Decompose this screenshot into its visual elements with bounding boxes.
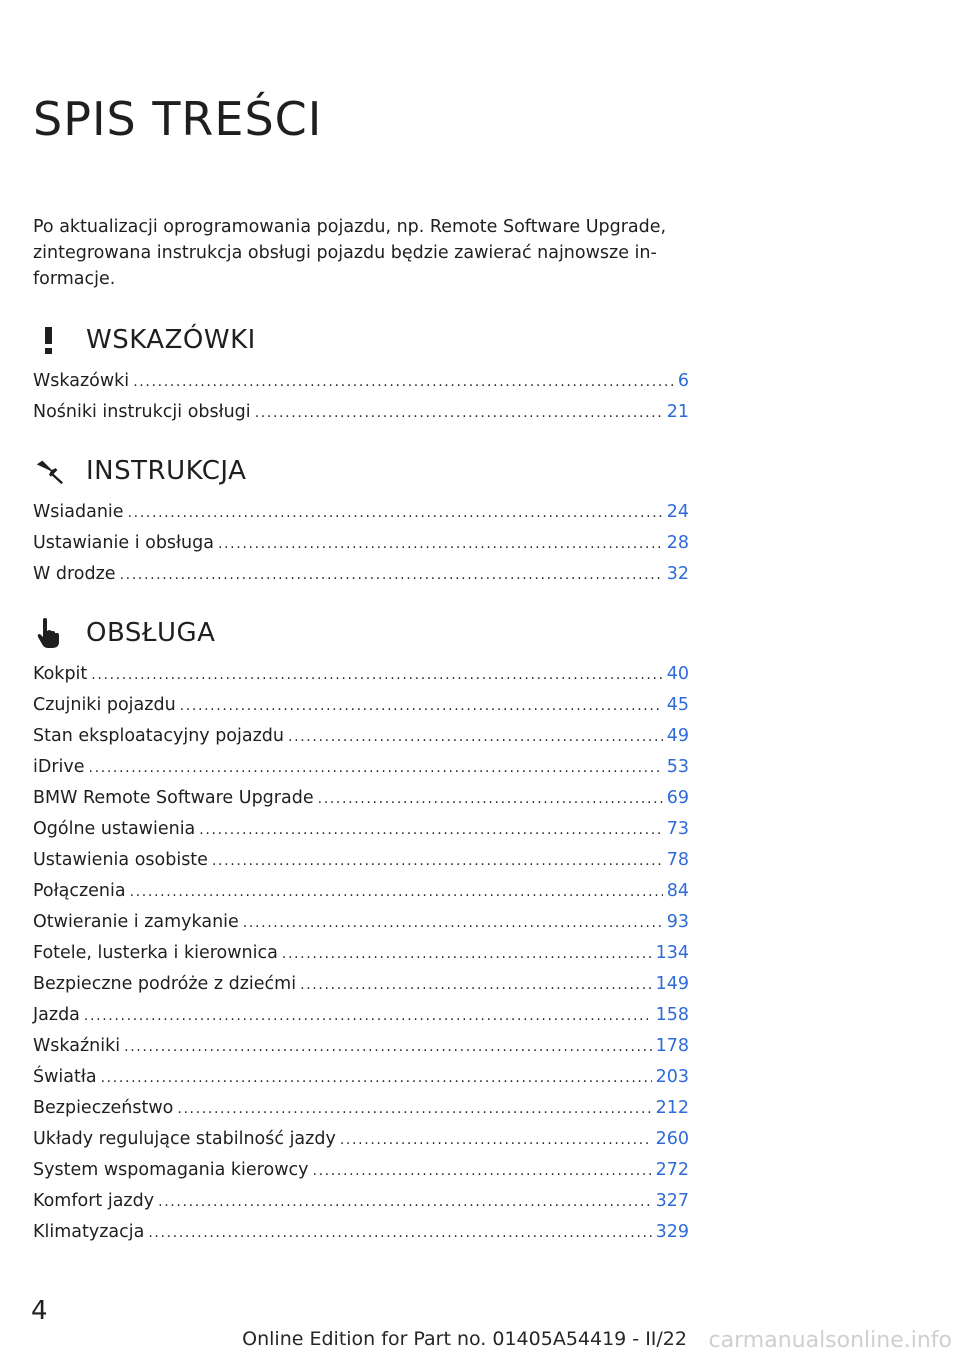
section-title: OBSŁUGA bbox=[86, 618, 216, 648]
toc-entry[interactable] bbox=[33, 501, 689, 532]
dot-leader bbox=[177, 1098, 651, 1120]
intro-text: Po aktualizacji oprogramowania pojazdu, np. Remote Software Upgrade, zintegrowana instrukcja obsługi pojazdu będzie zawierać najnowsze in-formacje. bbox=[33, 217, 667, 289]
dot-leader bbox=[133, 371, 674, 393]
toc-entry-label: Jazda bbox=[33, 1005, 80, 1025]
section-instrukcja bbox=[33, 453, 689, 594]
toc-entry-label: Otwieranie i zamykanie bbox=[33, 912, 239, 932]
toc-entry[interactable] bbox=[33, 756, 689, 787]
toc-entry-label: Światła bbox=[33, 1067, 97, 1087]
toc-list bbox=[33, 501, 689, 594]
dot-leader bbox=[288, 726, 663, 748]
toc-entry-label: Połączenia bbox=[33, 881, 126, 901]
toc-entry-label: Ustawianie i obsługa bbox=[33, 533, 214, 553]
section-header bbox=[33, 322, 689, 358]
toc-entry-page-link[interactable]: 24 bbox=[666, 502, 689, 522]
dot-leader bbox=[312, 1160, 651, 1182]
toc-entry-page-link[interactable]: 178 bbox=[655, 1036, 689, 1056]
toc-entry-page-link[interactable]: 32 bbox=[666, 564, 689, 584]
dot-leader bbox=[340, 1129, 652, 1151]
toc-entry[interactable] bbox=[33, 1097, 689, 1128]
toc-entry-page-link[interactable]: 73 bbox=[666, 819, 689, 839]
toc-entry-page-link[interactable]: 21 bbox=[666, 402, 689, 422]
dot-leader bbox=[84, 1005, 652, 1027]
dot-leader bbox=[243, 912, 663, 934]
toc-entry[interactable] bbox=[33, 818, 689, 849]
toc-entry[interactable] bbox=[33, 787, 689, 818]
footer-edition: Online Edition for Part no. 01405A54419 - II/22 bbox=[242, 1328, 687, 1350]
toc-entry-label: Układy regulujące stabilność jazdy bbox=[33, 1129, 336, 1149]
pin-icon bbox=[33, 453, 65, 489]
exclamation-icon bbox=[33, 322, 65, 358]
toc-entry-page-link[interactable]: 93 bbox=[666, 912, 689, 932]
toc-entry-label: iDrive bbox=[33, 757, 85, 777]
dot-leader bbox=[101, 1067, 652, 1089]
toc-entry-label: Kokpit bbox=[33, 664, 88, 684]
toc-entry-page-link[interactable]: 45 bbox=[666, 695, 689, 715]
toc-entry-page-link[interactable]: 212 bbox=[655, 1098, 689, 1118]
toc-entry-label: Wskaźniki bbox=[33, 1036, 121, 1056]
section-obsluga bbox=[33, 615, 689, 1252]
hand-pointer-icon bbox=[33, 615, 65, 651]
toc-entry[interactable] bbox=[33, 880, 689, 911]
dot-leader bbox=[124, 1036, 651, 1058]
dot-leader bbox=[89, 757, 663, 779]
section-title: WSKAZÓWKI bbox=[86, 325, 256, 355]
toc-entry[interactable] bbox=[33, 725, 689, 756]
toc-entry-label: W drodze bbox=[33, 564, 116, 584]
toc-entry-label: Bezpieczne podróże z dziećmi bbox=[33, 974, 297, 994]
toc-entry-label: Wskazówki bbox=[33, 371, 130, 391]
toc-entry-page-link[interactable]: 158 bbox=[655, 1005, 689, 1025]
section-header bbox=[33, 453, 689, 489]
toc-entry-page-link[interactable]: 28 bbox=[666, 533, 689, 553]
dot-leader bbox=[199, 819, 662, 841]
toc-entry[interactable] bbox=[33, 1004, 689, 1035]
page-title: SPIS TREŚCI bbox=[33, 92, 323, 146]
dot-leader bbox=[218, 533, 663, 555]
toc-entry-page-link[interactable]: 329 bbox=[655, 1222, 689, 1242]
toc-entry[interactable] bbox=[33, 1128, 689, 1159]
dot-leader bbox=[300, 974, 652, 996]
toc-entry-page-link[interactable]: 78 bbox=[666, 850, 689, 870]
toc-entry-page-link[interactable]: 53 bbox=[666, 757, 689, 777]
toc-entry[interactable] bbox=[33, 942, 689, 973]
toc-entry-page-link[interactable]: 327 bbox=[655, 1191, 689, 1211]
toc-entry-page-link[interactable]: 149 bbox=[655, 974, 689, 994]
toc-entry[interactable] bbox=[33, 1159, 689, 1190]
toc-entry-label: Fotele, lusterka i kierownica bbox=[33, 943, 278, 963]
section-title: INSTRUKCJA bbox=[86, 456, 247, 486]
dot-leader bbox=[91, 664, 662, 686]
toc-entry-page-link[interactable]: 49 bbox=[666, 726, 689, 746]
toc-entry[interactable] bbox=[33, 1035, 689, 1066]
toc-entry-page-link[interactable]: 272 bbox=[655, 1160, 689, 1180]
dot-leader bbox=[120, 564, 663, 586]
page-number: 4 bbox=[31, 1296, 48, 1326]
dot-leader bbox=[128, 502, 663, 524]
toc-entry[interactable] bbox=[33, 532, 689, 563]
toc-entry-page-link[interactable]: 84 bbox=[666, 881, 689, 901]
toc-entry-label: Czujniki pojazdu bbox=[33, 695, 176, 715]
toc-entry-page-link[interactable]: 6 bbox=[677, 371, 689, 391]
watermark: carmanualsonline.info bbox=[708, 1328, 952, 1353]
toc-entry[interactable] bbox=[33, 1066, 689, 1097]
dot-leader bbox=[180, 695, 663, 717]
toc-entry-page-link[interactable]: 69 bbox=[666, 788, 689, 808]
toc-entry[interactable] bbox=[33, 563, 689, 594]
toc-entry[interactable] bbox=[33, 663, 689, 694]
toc-entry-label: Komfort jazdy bbox=[33, 1191, 155, 1211]
section-wskazowki bbox=[33, 322, 689, 432]
dot-leader bbox=[255, 402, 663, 424]
toc-entry-page-link[interactable]: 134 bbox=[655, 943, 689, 963]
toc-entry-label: System wspomagania kierowcy bbox=[33, 1160, 309, 1180]
dot-leader bbox=[148, 1222, 651, 1244]
toc-entry[interactable] bbox=[33, 849, 689, 880]
dot-leader bbox=[282, 943, 652, 965]
dot-leader bbox=[158, 1191, 652, 1213]
toc-entry-label: Klimatyzacja bbox=[33, 1222, 145, 1242]
toc-entry[interactable] bbox=[33, 694, 689, 725]
toc-entry-label: Stan eksploatacyjny pojazdu bbox=[33, 726, 284, 746]
toc-entry-page-link[interactable]: 203 bbox=[655, 1067, 689, 1087]
toc-entry[interactable] bbox=[33, 1221, 689, 1252]
toc-entry-label: BMW Remote Software Upgrade bbox=[33, 788, 314, 808]
toc-entry[interactable] bbox=[33, 370, 689, 401]
toc-entry-label: Ustawienia osobiste bbox=[33, 850, 208, 870]
toc-entry-page-link[interactable]: 40 bbox=[666, 664, 689, 684]
toc-entry[interactable] bbox=[33, 973, 689, 1004]
section-header bbox=[33, 615, 689, 651]
toc-entry[interactable] bbox=[33, 401, 689, 432]
toc-entry-label: Nośniki instrukcji obsługi bbox=[33, 402, 251, 422]
toc-entry-label: Ogólne ustawienia bbox=[33, 819, 196, 839]
dot-leader bbox=[212, 850, 663, 872]
toc-list bbox=[33, 663, 689, 1252]
toc-entry[interactable] bbox=[33, 911, 689, 942]
toc-entry-page-link[interactable]: 260 bbox=[655, 1129, 689, 1149]
dot-leader bbox=[318, 788, 663, 810]
toc-list bbox=[33, 370, 689, 432]
toc-entry[interactable] bbox=[33, 1190, 689, 1221]
dot-leader bbox=[130, 881, 663, 903]
toc-entry-label: Bezpieczeństwo bbox=[33, 1098, 174, 1118]
toc-entry-label: Wsiadanie bbox=[33, 502, 124, 522]
